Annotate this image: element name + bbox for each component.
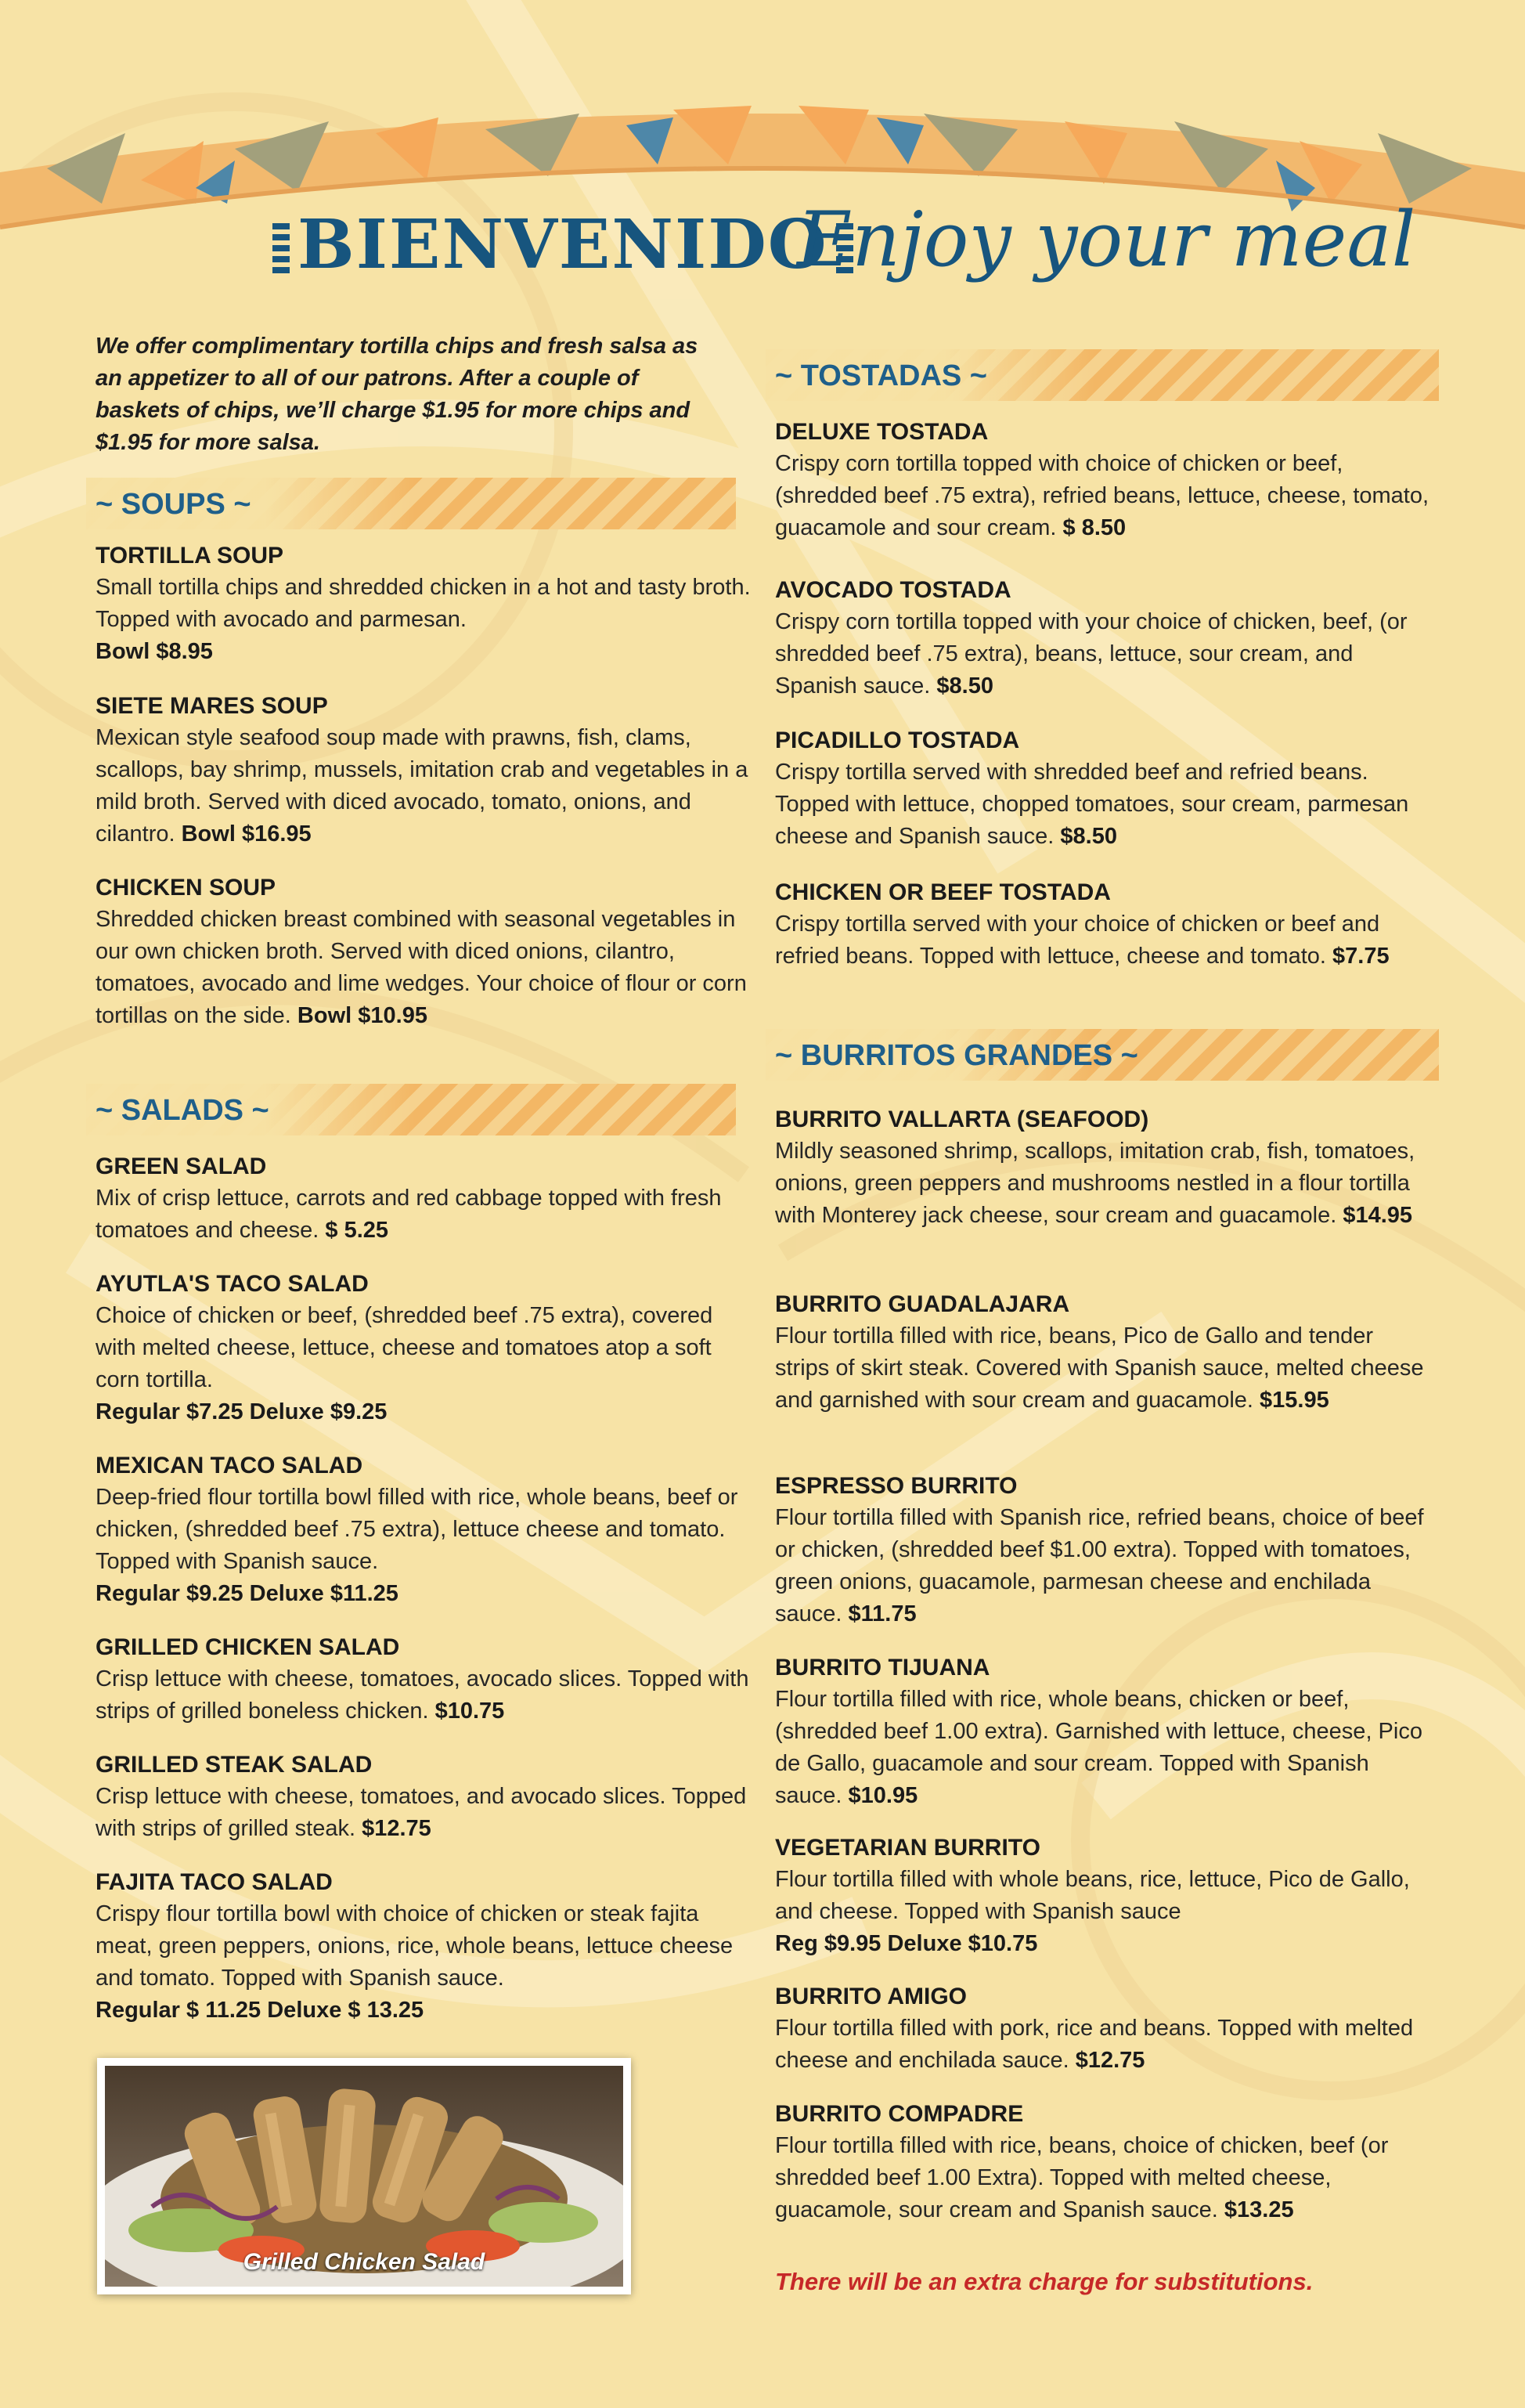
tagline: Enjoy your meal <box>797 196 1416 283</box>
item-description: Small tortilla chips and shredded chicken in a hot and tasty broth. Topped with avocado and parmesan. <box>96 575 751 632</box>
substitution-note: There will be an extra charge for substitutions. <box>775 2268 1314 2295</box>
menu-item <box>775 877 1433 973</box>
item-description: Flour tortilla filled with whole beans, rice, lettuce, Pico de Gallo, and cheese. Topped with Spanish sauce <box>775 1867 1410 1924</box>
item-price: $10.95 <box>848 1783 918 1808</box>
menu-item <box>96 691 753 850</box>
item-name: FAJITA TACO SALAD <box>96 1869 333 1895</box>
section-title: ~ BURRITOS GRANDES ~ <box>775 1039 1138 1072</box>
item-name: ESPRESSO BURRITO <box>775 1473 1018 1499</box>
item-description: Flour tortilla filled with rice, beans, Pico de Gallo and tender strips of skirt steak. Covered with Spanish sauce, melted cheese and garnished with sour cream and guacamole. <box>775 1323 1424 1413</box>
soups-section-header <box>86 478 736 529</box>
item-name: GRILLED CHICKEN SALAD <box>96 1634 400 1660</box>
item-price: Bowl $10.95 <box>297 1003 427 1028</box>
item-price: $10.75 <box>434 1699 505 1724</box>
item-price: $14.95 <box>1343 1203 1413 1228</box>
item-name: VEGETARIAN BURRITO <box>775 1835 1040 1861</box>
section-title: ~ SOUPS ~ <box>96 488 251 521</box>
menu-item <box>775 1981 1433 2077</box>
item-name: TORTILLA SOUP <box>96 543 283 569</box>
item-price: Bowl $8.95 <box>96 639 213 664</box>
tostadas-section-header <box>766 349 1439 401</box>
item-description: Flour tortilla filled with rice, whole beans, chicken or beef, (shredded beef 1.00 extra). Garnished with lettuce, cheese, Pico de Gallo, guacamole and sour cream. Topped with Spanish sauce. <box>775 1687 1422 1808</box>
item-price: $12.75 <box>1075 2048 1145 2073</box>
item-description: Crispy corn tortilla topped with your choice of chicken, beef, (or shredded beef .75 extra), beans, lettuce, sour cream, and Spanish sauce. <box>775 609 1408 699</box>
item-description: Shredded chicken breast combined with seasonal vegetables in our own chicken broth. Served with diced onions, cilantro, tomatoes, avocado and lime wedges. Your choice of flour or corn tortillas on the side. <box>96 907 747 1028</box>
item-description: Choice of chicken or beef, (shredded beef .75 extra), covered with melted cheese, lettuce, cheese and tomatoes atop a soft corn tortilla. <box>96 1303 713 1392</box>
menu-item <box>96 1632 753 1727</box>
menu-item <box>775 2099 1433 2226</box>
menu-item <box>96 1269 753 1428</box>
item-name: PICADILLO TOSTADA <box>775 727 1020 753</box>
item-price: $11.75 <box>848 1601 917 1626</box>
item-price: $15.95 <box>1260 1388 1329 1413</box>
menu-item <box>96 1867 753 2027</box>
photo-caption: Grilled Chicken Salad <box>243 2249 485 2275</box>
menu-item <box>775 1289 1433 1417</box>
item-price: $7.75 <box>1332 944 1390 969</box>
item-description: Crisp lettuce with cheese, tomatoes, and avocado slices. Topped with strips of grilled steak. <box>96 1784 747 1841</box>
item-name: MEXICAN TACO SALAD <box>96 1453 363 1478</box>
item-name: BURRITO TIJUANA <box>775 1655 990 1681</box>
item-price: Regular $ 11.25 Deluxe $ 13.25 <box>96 1998 424 2023</box>
item-price: $ 8.50 <box>1062 515 1127 540</box>
menu-item <box>775 575 1433 702</box>
menu-item <box>96 872 753 1032</box>
item-name: CHICKEN SOUP <box>96 875 276 901</box>
item-name: BURRITO GUADALAJARA <box>775 1291 1070 1317</box>
item-name: GRILLED STEAK SALAD <box>96 1752 373 1778</box>
menu-item <box>775 1471 1433 1630</box>
menu-item <box>96 1151 753 1247</box>
menu-item <box>96 540 753 668</box>
menu-item <box>775 1652 1433 1812</box>
menu-item <box>775 1832 1433 1960</box>
item-name: DELUXE TOSTADA <box>775 419 989 445</box>
item-description: Crisp lettuce with cheese, tomatoes, avocado slices. Topped with strips of grilled boneless chicken. <box>96 1666 749 1724</box>
intro-text: We offer complimentary tortilla chips and fresh salsa as an appetizer to all of our patrons. After a couple of baskets of chips, we’ll charge $1.95 for more chips and $1.95 for more salsa. <box>96 334 698 455</box>
menu-item <box>96 1450 753 1610</box>
menu-item <box>775 417 1433 544</box>
item-name: BURRITO COMPADRE <box>775 2101 1024 2127</box>
item-name: BURRITO AMIGO <box>775 1984 967 2009</box>
item-price: Regular $7.25 Deluxe $9.25 <box>96 1399 388 1424</box>
menu-item <box>775 725 1433 853</box>
item-description: Crispy corn tortilla topped with choice of chicken or beef, (shredded beef .75 extra), refried beans, lettuce, cheese, tomato, guacamole and sour cream. <box>775 451 1429 540</box>
item-price: $8.50 <box>936 673 993 699</box>
item-price: $ 5.25 <box>325 1218 389 1243</box>
item-name: GREEN SALAD <box>96 1153 267 1179</box>
grilled-chicken-salad-image <box>105 2066 623 2287</box>
welcome-title-text: BIENVENIDO <box>297 205 828 284</box>
item-description: Mildly seasoned shrimp, scallops, imitation crab, fish, tomatoes, onions, green peppers and mushrooms nestled in a flour tortilla with Monterey jack cheese, sour cream and guacamole. <box>775 1139 1415 1228</box>
item-price: $8.50 <box>1060 824 1117 849</box>
item-description: Flour tortilla filled with pork, rice and beans. Topped with melted cheese and enchilada sauce. <box>775 2016 1414 2073</box>
title-ornament <box>272 223 290 278</box>
section-title: ~ SALADS ~ <box>96 1094 269 1127</box>
burritos-section-header <box>766 1029 1439 1081</box>
section-title: ~ TOSTADAS ~ <box>775 359 987 392</box>
salads-section-header <box>86 1084 736 1135</box>
item-description: Flour tortilla filled with rice, beans, choice of chicken, beef (or shredded beef 1.00 Extra). Topped with melted cheese, guacamole, sour cream and Spanish sauce. <box>775 2133 1389 2222</box>
item-name: AVOCADO TOSTADA <box>775 577 1011 603</box>
item-name: BURRITO VALLARTA (SEAFOOD) <box>775 1107 1149 1132</box>
item-price: $13.25 <box>1224 2197 1294 2222</box>
item-description: Crispy flour tortilla bowl with choice of chicken or steak fajita meat, green peppers, onions, rice, whole beans, lettuce cheese and tomato. Topped with Spanish sauce. <box>96 1901 734 1991</box>
item-name: CHICKEN OR BEEF TOSTADA <box>775 879 1111 905</box>
item-description: Mexican style seafood soup made with prawns, fish, clams, scallops, bay shrimp, mussels, imitation crab and vegetables in a mild broth. Served with diced avocado, tomato, onions, and cilantro. <box>96 725 748 847</box>
item-price: Regular $9.25 Deluxe $11.25 <box>96 1581 398 1606</box>
welcome-title <box>265 205 861 284</box>
item-description: Deep-fried flour tortilla bowl filled with rice, whole beans, beef or chicken, (shredded beef .75 extra), lettuce cheese and tomato. Topped with Spanish sauce. <box>96 1485 738 1574</box>
food-photo <box>97 2058 631 2294</box>
item-description: Crispy tortilla served with your choice of chicken or beef and refried beans. Topped with lettuce, cheese and tomato. <box>775 912 1380 969</box>
item-name: AYUTLA'S TACO SALAD <box>96 1271 369 1297</box>
item-price: $12.75 <box>362 1816 431 1841</box>
menu-item <box>96 1749 753 1845</box>
menu-item <box>775 1104 1433 1232</box>
item-description: Crispy tortilla served with shredded beef and refried beans. Topped with lettuce, chopped tomatoes, sour cream, parmesan cheese and Spanish sauce. <box>775 760 1409 849</box>
item-description: Flour tortilla filled with Spanish rice, refried beans, choice of beef or chicken, (shredded beef $1.00 extra). Topped with tomatoes, green onions, guacamole, parmesan cheese and enchilada sauce. <box>775 1505 1424 1626</box>
item-description: Mix of crisp lettuce, carrots and red cabbage topped with fresh tomatoes and cheese. <box>96 1186 722 1243</box>
item-price: Bowl $16.95 <box>181 821 312 847</box>
item-name: SIETE MARES SOUP <box>96 693 328 719</box>
item-price: Reg $9.95 Deluxe $10.75 <box>775 1931 1038 1956</box>
